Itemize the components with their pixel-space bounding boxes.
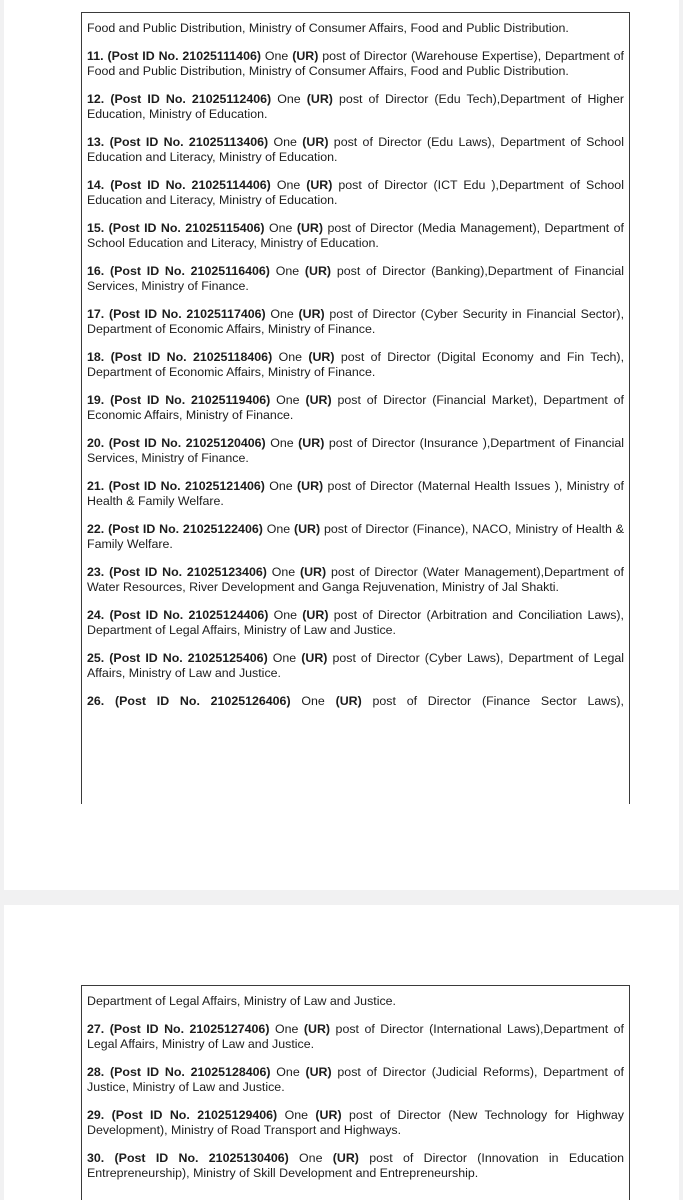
post-id: (Post ID No. 21025116406)	[110, 263, 270, 278]
continuation-text: Food and Public Distribution, Ministry of Consumer Affairs, Food and Public Distribution.	[87, 21, 569, 35]
post-entry-27	[87, 1022, 624, 1052]
category: (UR)	[304, 263, 332, 278]
count-word: One	[278, 349, 302, 364]
post-id: (Post ID No. 21025121406)	[108, 478, 265, 493]
post-entry-29	[87, 1108, 624, 1138]
post-entry-16	[87, 264, 624, 294]
post-entry-12	[87, 92, 624, 122]
post-description: post of Director (Cyber Laws), Department of Legal Affairs, Ministry of Law and Justice.	[87, 650, 624, 680]
count-word: One	[276, 177, 301, 192]
count-word: One	[275, 263, 300, 278]
posts-table-box	[81, 12, 630, 804]
document-page-2	[4, 905, 679, 1200]
entry-number: 18.	[87, 349, 105, 364]
post-entry-15	[87, 221, 624, 251]
post-description: post of Director (Media Management), Department of School Education and Literacy, Ministry of Education.	[87, 220, 624, 250]
entry-number: 25.	[87, 650, 105, 665]
count-word: One	[299, 1150, 323, 1165]
count-word: One	[271, 564, 296, 579]
entry-number: 30.	[87, 1150, 105, 1165]
post-description: post of Director (Banking),Department of Financial Services, Ministry of Finance.	[87, 263, 624, 293]
category: (UR)	[299, 564, 327, 579]
count-word: One	[301, 693, 325, 708]
category: (UR)	[332, 1150, 359, 1165]
post-entry-23	[87, 565, 624, 595]
post-id: (Post ID No. 21025125406)	[109, 650, 268, 665]
category: (UR)	[302, 607, 329, 622]
category: (UR)	[298, 435, 325, 450]
entry-number: 11.	[87, 48, 104, 63]
post-entry-17	[87, 307, 624, 337]
category: (UR)	[315, 1107, 342, 1122]
entry-number: 17.	[87, 306, 105, 321]
entry-number: 29.	[87, 1107, 105, 1122]
post-id: (Post ID No. 21025124406)	[109, 607, 269, 622]
count-word: One	[269, 478, 293, 493]
post-entry-20	[87, 436, 624, 466]
entry-number: 28.	[87, 1064, 105, 1079]
count-word: One	[266, 521, 291, 536]
category: (UR)	[308, 349, 335, 364]
posts-table-box	[81, 985, 630, 1200]
post-id: (Post ID No. 21025123406)	[109, 564, 267, 579]
post-description: post of Director (Digital Economy and Fin Tech), Department of Economic Affairs, Ministry of Finance.	[87, 349, 625, 379]
category: (UR)	[293, 521, 321, 536]
entry-number: 14.	[87, 177, 105, 192]
category: (UR)	[306, 91, 333, 106]
category: (UR)	[296, 220, 323, 235]
count-word: One	[270, 435, 294, 450]
category: (UR)	[292, 48, 319, 63]
post-entry-24	[87, 608, 624, 638]
entry-number: 13.	[87, 134, 105, 149]
post-description: post of Director (Innovation in Education Entrepreneurship), Ministry of Skill Development and Entrepreneurship.	[87, 1150, 624, 1180]
post-id: (Post ID No. 21025117406)	[108, 306, 266, 321]
document-page-1	[4, 0, 679, 890]
post-description: post of Director (Maternal Health Issues ), Ministry of Health & Family Welfare.	[87, 478, 624, 508]
post-id: (Post ID No. 21025122406)	[108, 521, 263, 536]
count-word: One	[284, 1107, 308, 1122]
post-description: post of Director (ICT Edu ),Department of School Education and Literacy, Ministry of Education.	[87, 177, 624, 207]
count-word: One	[276, 392, 300, 407]
post-entry-22	[87, 522, 624, 552]
category: (UR)	[301, 650, 328, 665]
post-id: (Post ID No. 21025119406)	[110, 392, 271, 407]
post-description: post of Director (Edu Laws), Department of School Education and Literacy, Ministry of Education.	[87, 134, 624, 164]
category: (UR)	[297, 478, 324, 493]
count-word: One	[273, 134, 297, 149]
post-description: post of Director (Arbitration and Conciliation Laws), Department of Legal Affairs, Ministry of Law and Justice.	[87, 607, 624, 637]
post-id: (Post ID No. 21025118406)	[110, 349, 273, 364]
post-id: (Post ID No. 21025111406)	[107, 48, 261, 63]
entry-number: 12.	[87, 91, 105, 106]
entry-number: 19.	[87, 392, 105, 407]
category: (UR)	[298, 306, 325, 321]
count-word: One	[272, 650, 297, 665]
entry-number: 26.	[87, 693, 105, 708]
count-word: One	[270, 306, 294, 321]
entry-number: 27.	[87, 1021, 105, 1036]
post-description: post of Director (Finance), NACO, Ministry of Health & Family Welfare.	[87, 521, 624, 551]
post-description: post of Director (Judicial Reforms), Department of Justice, Ministry of Law and Justice.	[87, 1064, 624, 1094]
post-entry-26	[87, 694, 624, 709]
count-word: One	[273, 607, 298, 622]
post-description: post of Director (Water Management),Department of Water Resources, River Development and Ganga Rejuvenation, Ministry of Jal Shakti.	[87, 564, 624, 594]
post-id: (Post ID No. 21025127406)	[109, 1021, 270, 1036]
post-description: post of Director (Insurance ),Department of Financial Services, Ministry of Finance.	[87, 435, 624, 465]
entry-number: 22.	[87, 521, 105, 536]
post-entry-11	[87, 49, 624, 79]
category: (UR)	[305, 392, 332, 407]
post-entry-28	[87, 1065, 624, 1095]
entry-number: 24.	[87, 607, 105, 622]
post-id: (Post ID No. 21025128406)	[110, 1064, 271, 1079]
entry-number: 20.	[87, 435, 105, 450]
entry-number: 21.	[87, 478, 105, 493]
post-id: (Post ID No. 21025126406)	[115, 693, 291, 708]
count-word: One	[274, 1021, 299, 1036]
post-entry-19	[87, 393, 624, 423]
post-entry-18	[87, 350, 624, 380]
post-description: post of Director (International Laws),Department of Legal Affairs, Ministry of Law and Justice.	[87, 1021, 625, 1051]
post-id: (Post ID No. 21025114406)	[110, 177, 271, 192]
post-description: post of Director (New Technology for Highway Development), Ministry of Road Transport and Highways.	[87, 1107, 624, 1137]
category: (UR)	[305, 1064, 332, 1079]
post-description: post of Director (Financial Market), Department of Economic Affairs, Ministry of Finance.	[87, 392, 625, 422]
category: (UR)	[306, 177, 333, 192]
category: (UR)	[302, 134, 329, 149]
category: (UR)	[335, 693, 362, 708]
post-description: post of Director (Cyber Security in Financial Sector), Department of Economic Affairs, Ministry of Finance.	[87, 306, 625, 336]
entry-number: 16.	[87, 263, 105, 278]
post-id: (Post ID No. 21025112406)	[110, 91, 272, 106]
entry-number: 23.	[87, 564, 105, 579]
post-description: post of Director (Finance Sector Laws),	[372, 693, 624, 708]
count-word: One	[277, 91, 301, 106]
count-word: One	[276, 1064, 300, 1079]
post-id: (Post ID No. 21025115406)	[108, 220, 265, 235]
post-id: (Post ID No. 21025130406)	[114, 1150, 289, 1165]
post-entry-30	[87, 1151, 624, 1181]
post-entry-14	[87, 178, 624, 208]
post-entry-13	[87, 135, 624, 165]
post-description: post of Director (Edu Tech),Department of Higher Education, Ministry of Education.	[87, 91, 624, 121]
post-description: post of Director (Warehouse Expertise), Department of Food and Public Distribution, Ministry of Consumer Affairs, Food and Public Distribution.	[87, 48, 624, 78]
entry-number: 15.	[87, 220, 105, 235]
count-word: One	[268, 220, 293, 235]
count-word: One	[264, 48, 289, 63]
category: (UR)	[303, 1021, 331, 1036]
post-entry-25	[87, 651, 624, 681]
post-id: (Post ID No. 21025120406)	[108, 435, 266, 450]
post-entry-21	[87, 479, 624, 509]
post-id: (Post ID No. 21025113406)	[109, 134, 269, 149]
post-id: (Post ID No. 21025129406)	[111, 1107, 278, 1122]
continuation-text: Department of Legal Affairs, Ministry of Law and Justice.	[87, 994, 396, 1008]
